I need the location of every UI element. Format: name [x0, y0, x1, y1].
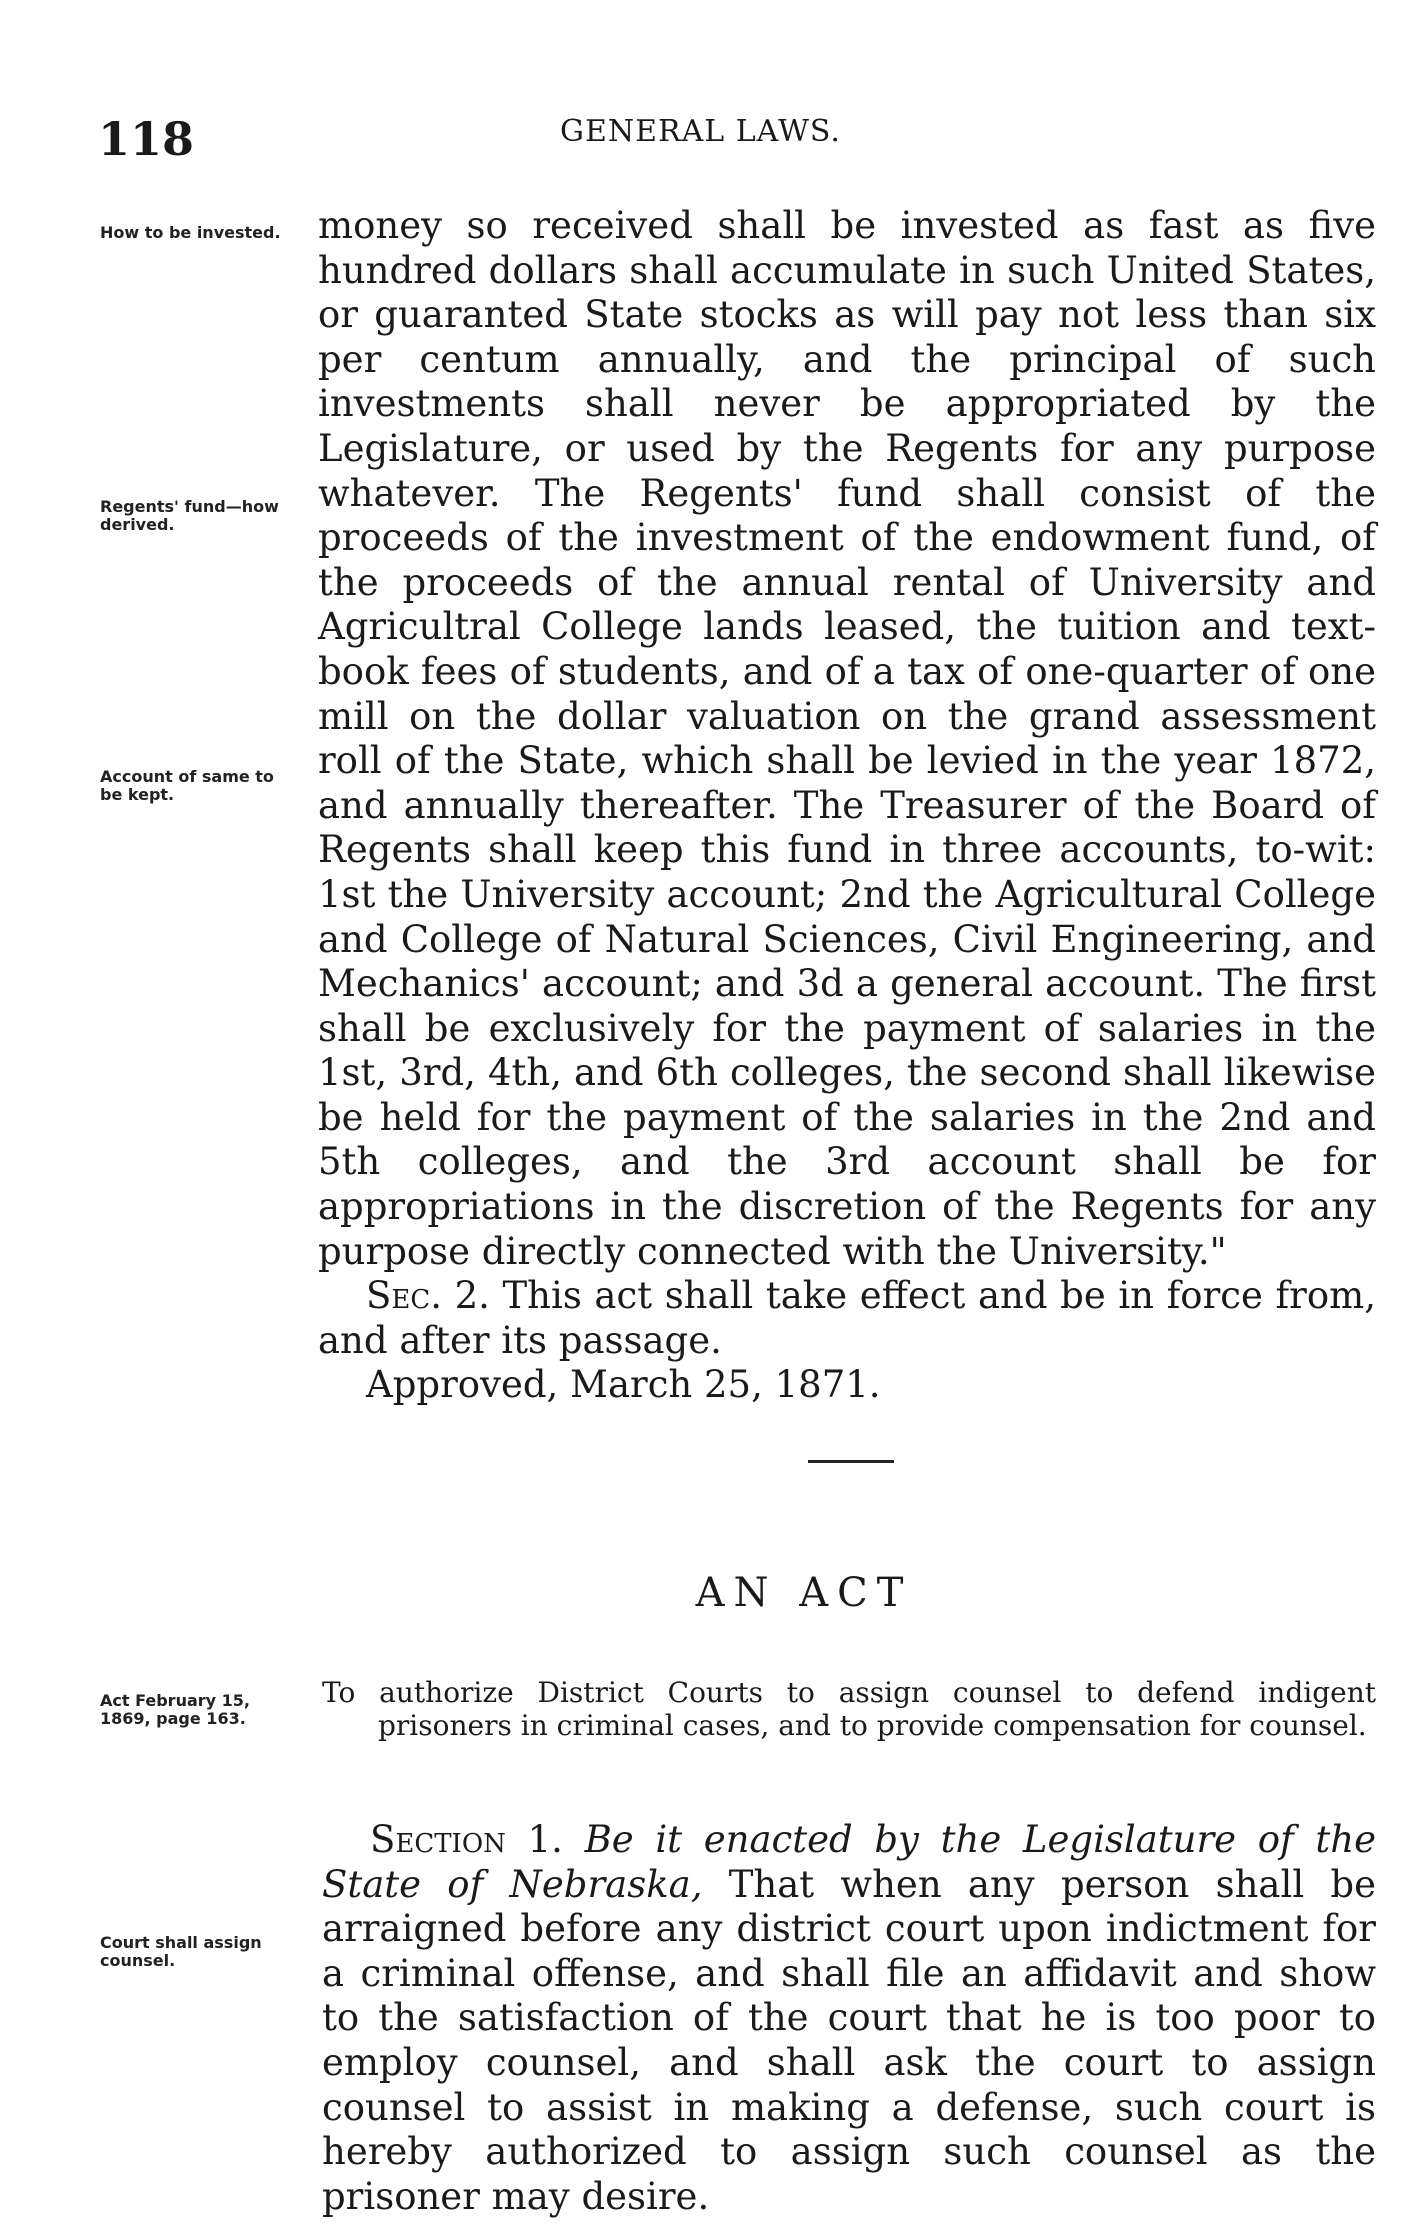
section-2-text: This act shall take effect and be in force from, and after its passage.: [318, 1274, 1376, 1362]
margin-note-regents-fund: Regents' fund—how derived.: [100, 497, 279, 534]
margin-note-court-assign: Court shall assign counsel.: [100, 1933, 262, 1970]
section-1-label: Section 1.: [370, 1818, 563, 1861]
section-divider-rule: [808, 1460, 894, 1463]
margin-note-invested: How to be invested.: [100, 223, 281, 242]
paragraph-continued: money so received shall be invested as fast as five hundred dollars shall accumulate in such United States, or guaranted State stocks as will pay not less than six per centum annually, and the principal of such investments shall never be appropriated by the Legislature, or used by the Regents for any purpose whatever. The Regents' fund shall consist of the proceeds of the investment of the endowment fund, of the proceeds of the annual rental of University and Agricultral College lands leased, the tuition and text-book fees of students, and of a tax of one-quarter of one mill on the dollar valuation on the grand assessment roll of the State, which shall be levied in the year 1872, and annually thereafter. The Treasurer of the Board of Regents shall keep this fund in three accounts, to-wit: 1st the University account; 2nd the Agricultural College and College of Natural Sciences, Civil Engineering, and Mechanics' account; and 3d a general account. The first shall be exclusively for the payment of salaries in the 1st, 3rd, 4th, and 6th colleges, the second shall likewise be held for the payment of the salaries in the 2nd and 5th colleges, and the 3rd account shall be for appropriations in the discretion of the Regents for any purpose directly connected with the University.": [318, 204, 1376, 1273]
margin-note-account: Account of same to be kept.: [100, 767, 274, 804]
section-1-text: That when any person shall be arraigned before any district court upon indictment for a criminal offense, and shall file an affidavit and show to the satisfaction of the court that he is too poor to employ counsel, and shall ask the court to assign counsel to assist in making a defense, such court is hereby authorized to assign such counsel as the prisoner may desire.: [322, 1862, 1376, 2218]
first-section-body: [318, 204, 1376, 1408]
approved-date: Approved, March 25, 1871.: [366, 1363, 881, 1407]
enacting-clause: Be it enacted by the Legislature of the State of Nebraska,: [322, 1818, 1376, 1906]
act-title: AN ACT: [695, 1570, 913, 1616]
section-2-paragraph: [318, 1274, 1376, 1363]
running-head: GENERAL LAWS.: [560, 114, 841, 149]
second-act-section-1: [322, 1818, 1376, 2219]
section-2-label: Sec. 2.: [366, 1274, 490, 1318]
act-description: To authorize District Courts to assign counsel to defend indigent prisoners in criminal cases, and to provide compensation for counsel.: [322, 1676, 1376, 1742]
margin-note-act-reference: Act February 15, 1869, page 163.: [100, 1691, 250, 1728]
page-number: 118: [98, 112, 195, 166]
